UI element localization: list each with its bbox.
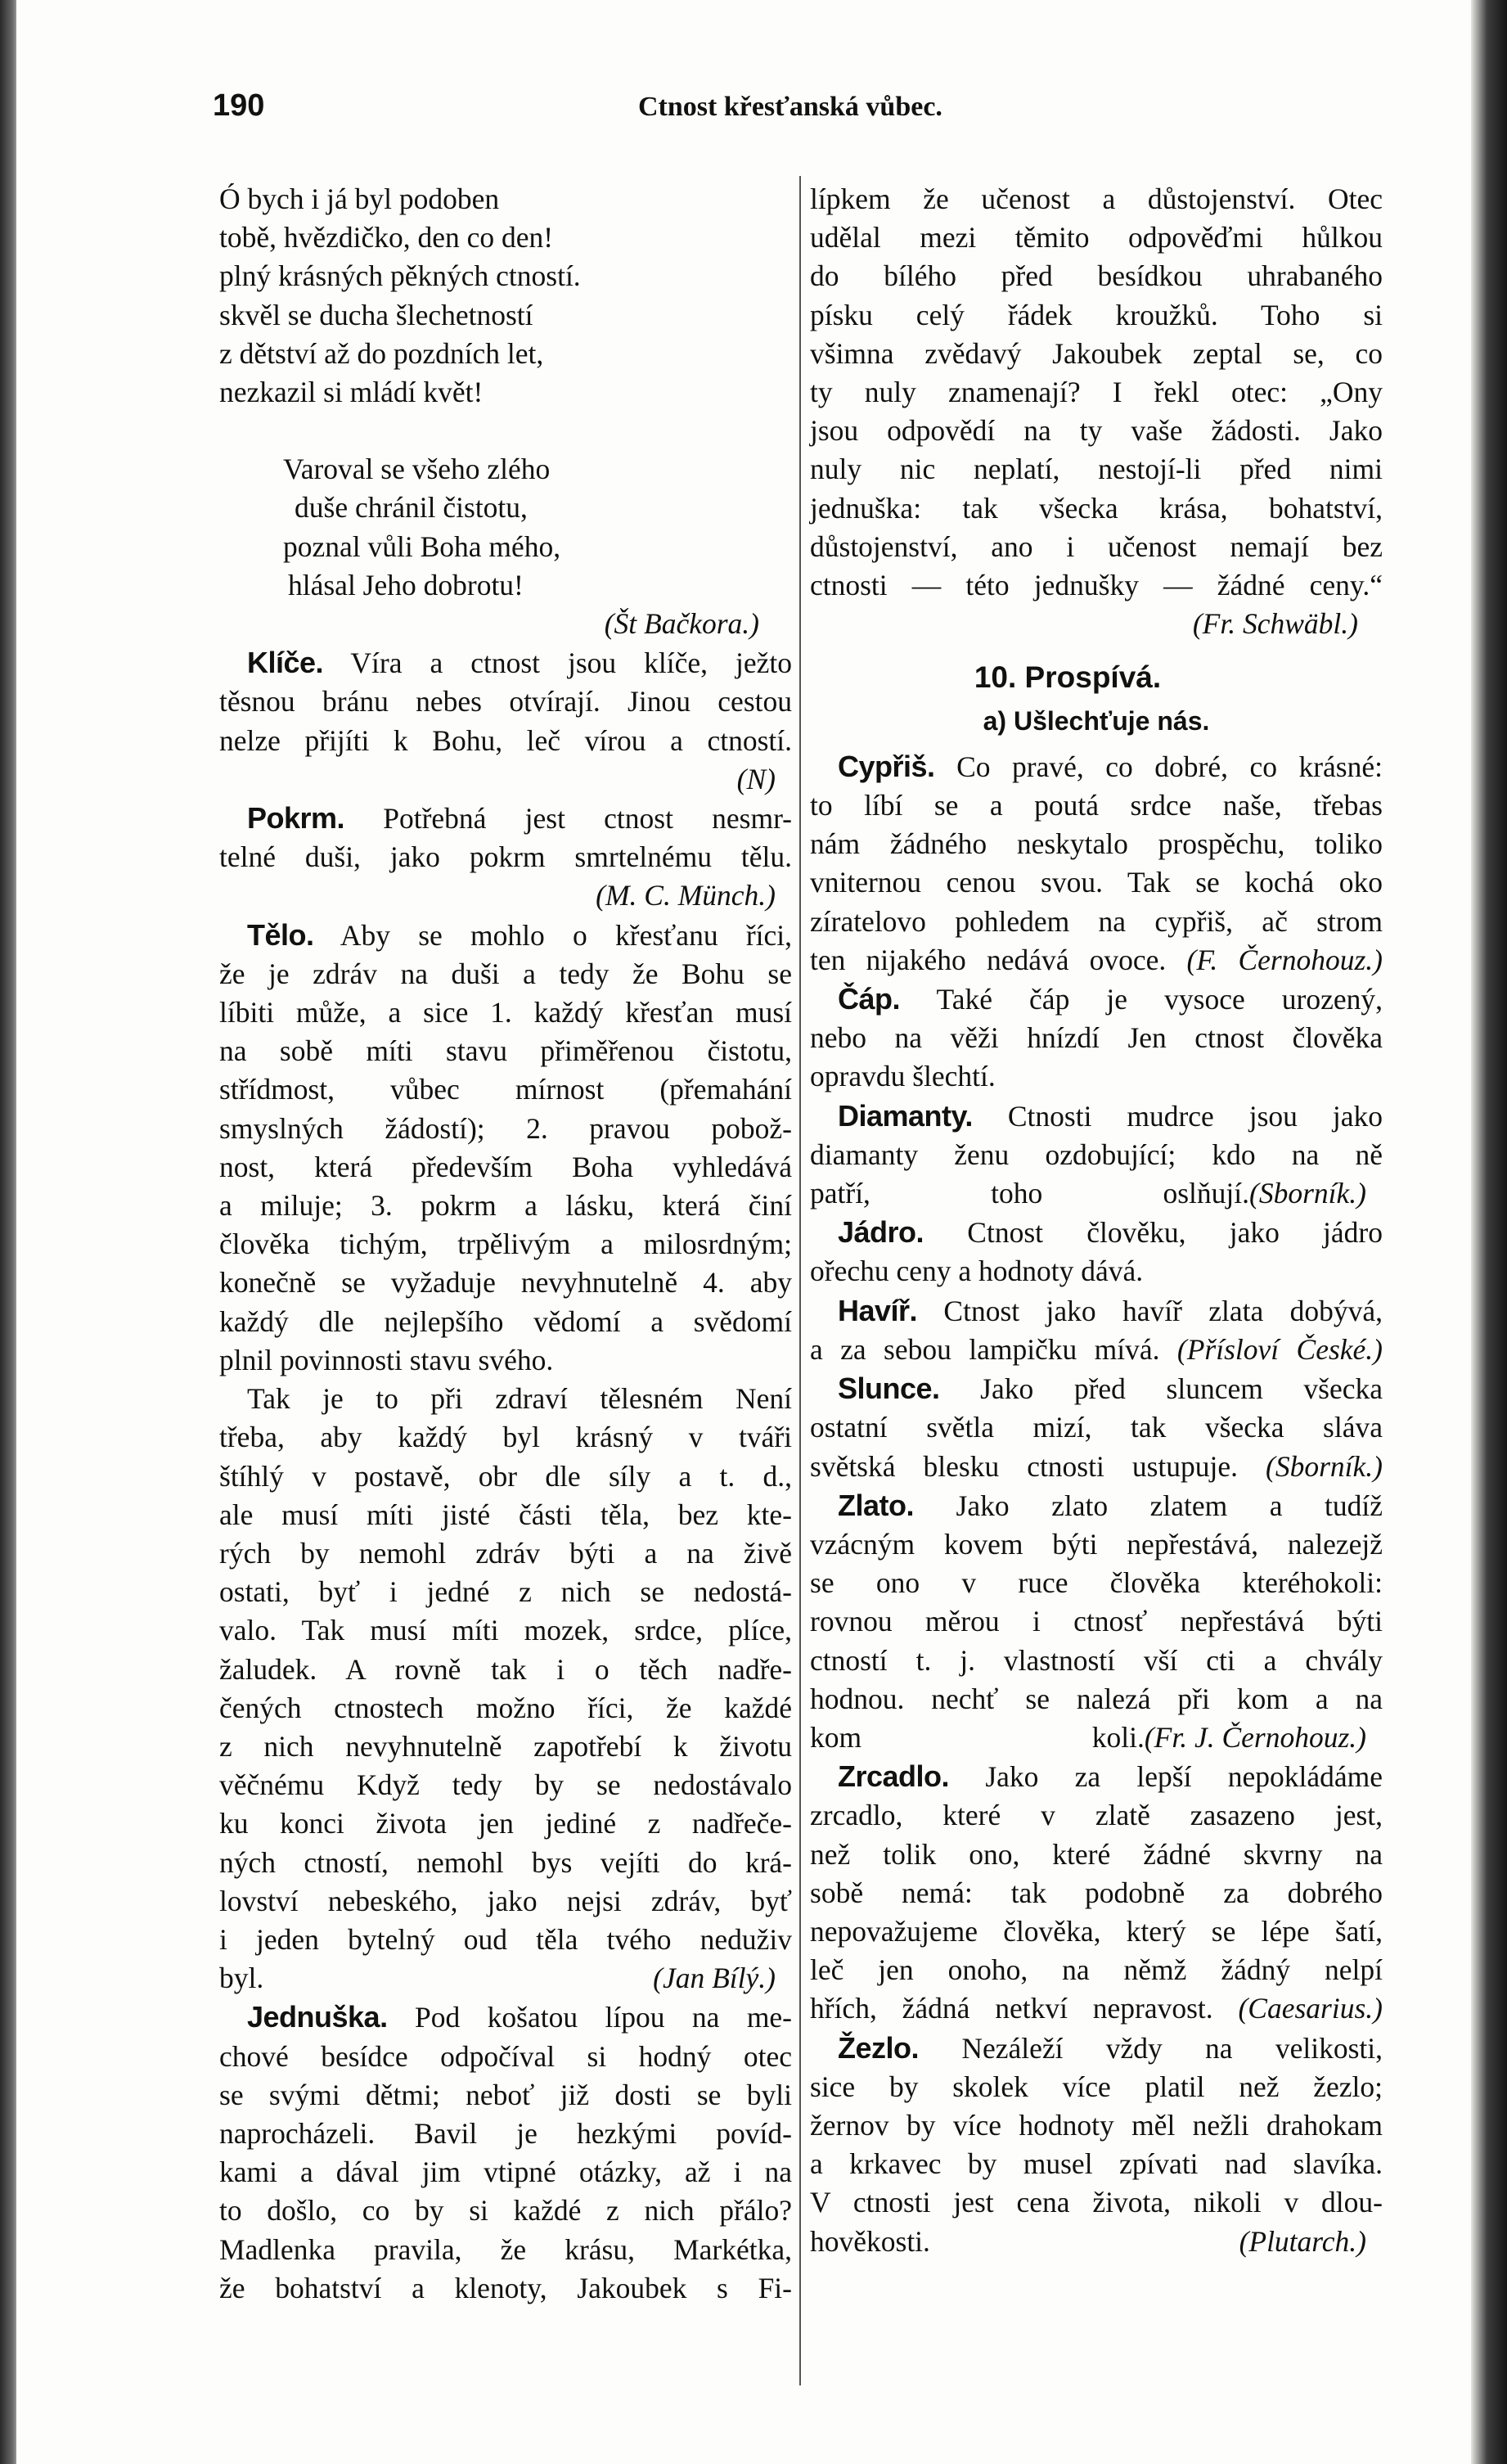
entry-text: rovnou měrou i ctnosť nepřestává býti [810, 1605, 1383, 1638]
entry-text: plnil povinnosti stavu svého. [219, 1343, 554, 1376]
entry-text: Jako zlato zlatem a tudíž [956, 1489, 1383, 1522]
entry-text: těsnou bránu nebes otvírají. Jinou cestou [219, 685, 792, 718]
section-title: 10. Prospívá. [974, 660, 1162, 695]
entry-citation: (Fr. Schwäbl.) [1192, 607, 1358, 641]
entry-telo [219, 916, 792, 1380]
paragraph-text: ostati, byť i jedné z nich se nedostá- [219, 1575, 792, 1609]
paragraph-text: nuly nic neplatí, nestojí-li před nimi [810, 453, 1383, 486]
poem-stanza-1 [219, 180, 792, 412]
entry-text: zrcadlo, které v zlatě zasazeno jest, [810, 1799, 1383, 1832]
column-divider [799, 176, 801, 2385]
entry-text: Pod košatou lípou na me- [415, 2001, 793, 2034]
entry-text: Madlenka pravila, že krásu, Markétka, [219, 2232, 792, 2266]
paragraph-text: ctnosti — této jednušky — žádné ceny.“ [810, 569, 1383, 602]
entry-keyword: Jádro. [838, 1215, 924, 1250]
entry-keyword: Klíče. [247, 646, 324, 680]
entry-pokrm [219, 799, 792, 916]
page-header [213, 88, 965, 137]
paragraph-text: jsou odpovědí na ty vaše žádosti. Jako [810, 414, 1383, 448]
entry-text: na sobě míti stavu přiměřenou čistotu, [219, 1034, 792, 1068]
entry-citation: (Caesarius.) [1238, 1992, 1383, 2025]
entry-text: ten nijakého nedává ovoce. [810, 943, 1167, 976]
entry-citation: (Fr. J. Černohouz.) [1144, 1720, 1366, 1754]
entry-text: patří, toho oslňují. [810, 1177, 1250, 1210]
entry-citation: (F. Černohouz.) [1186, 943, 1383, 976]
entry-text: že bohatství a klenoty, Jakoubek s Fi- [219, 2271, 792, 2304]
entry-keyword: Diamanty. [838, 1098, 973, 1133]
entry-text: nost, která především Boha vyhledává [219, 1150, 792, 1183]
entry-text: než tolik ono, které žádné skvrny na [810, 1837, 1383, 1871]
poem-line: poznal vůli Boha mého, [283, 529, 561, 563]
poem-line: Varoval se všeho zlého [283, 453, 551, 486]
entry-keyword: Zrcadlo. [838, 1759, 950, 1794]
entry-text: to líbí se a poutá srdce naše, třebas [810, 789, 1383, 822]
entry-text: vzácným kovem býti nepřestává, nalezejž [810, 1527, 1383, 1561]
entry-zrcadlo [810, 1757, 1383, 2028]
entry-text: se svými dětmi; neboť již dosti se byli [219, 2078, 792, 2111]
entry-text: že je zdráv na duši a tedy že Bohu se [219, 957, 792, 990]
entry-text: se ono v ruce člověka kteréhokoli: [810, 1566, 1383, 1600]
entry-diamanty [810, 1097, 1383, 1214]
left-column [219, 180, 792, 2308]
poem-line: Ó bych i já byl podoben [219, 182, 500, 215]
entry-text: diamanty ženu ozdobující; kdo na ně [810, 1137, 1383, 1171]
entry-keyword: Jednuška. [247, 2000, 388, 2034]
entry-text: chové besídce odpočíval si hodný otec [219, 2039, 792, 2073]
entry-text: Jako před sluncem všecka [980, 1372, 1383, 1406]
entry-text: hověkosti. [810, 2224, 930, 2258]
entry-jednuska [219, 1998, 792, 2308]
entry-slunce [810, 1369, 1383, 1486]
paragraph-text: písku celý řádek kroužků. Toho si [810, 298, 1383, 331]
paragraph-text: důstojenství, ano i učenost nemají bez [810, 529, 1383, 563]
entry-text: sobě nemá: tak podobně za dobrého [810, 1876, 1383, 1909]
entry-text: a miluje; 3. pokrm a lásku, která činí [219, 1189, 792, 1223]
entry-text: opravdu šlechtí. [810, 1060, 996, 1093]
entry-text: světská blesku ctnosti ustupuje. [810, 1449, 1239, 1483]
entry-klice [219, 643, 792, 799]
entry-cypris [810, 747, 1383, 980]
paragraph-text: třeba, aby každý byl krásný v tváři [219, 1421, 792, 1454]
paragraph-text: ale musí míti jisté části těla, bez kte- [219, 1498, 792, 1531]
entry-havir [810, 1291, 1383, 1369]
paragraph-text: ných ctností, nemohl bys vejíti do krá- [219, 1845, 792, 1879]
entry-text: nám žádného neskytalo prospěchu, toliko [810, 827, 1383, 861]
entry-text: Nezáleží vždy na velikosti, [961, 2031, 1383, 2065]
entry-zlato [810, 1486, 1383, 1757]
paragraph-text: Tak je to při zdraví tělesném Není [247, 1382, 792, 1416]
entry-keyword: Cypřiš. [838, 749, 935, 783]
poem-line: z dětství až do pozdních let, [219, 336, 544, 370]
entry-citation: (M. C. Münch.) [596, 879, 776, 912]
entry-text: hodnou. nechť se nalezá při kom a na [810, 1682, 1383, 1715]
entry-text: hřích, žádná netkví nepravost. [810, 1992, 1213, 2025]
poem-citation: (Št Bačkora.) [604, 607, 759, 641]
entry-text: leč jen onoho, na němž žádný nelpí [810, 1953, 1383, 1987]
paragraph-jednuska-cont [810, 180, 1383, 643]
entry-keyword: Pokrm. [247, 801, 345, 836]
entry-text: kami a dával jim vtipné otázky, až i na [219, 2155, 792, 2189]
entry-text: nelze přijíti k Bohu, leč vírou a ctností. [219, 723, 792, 757]
entry-citation: (Přísloví České.) [1176, 1332, 1383, 1366]
poem-line: plný krásných pěkných ctností. [219, 259, 581, 293]
entry-text: ostatní světla mizí, tak všecka sláva [810, 1411, 1383, 1444]
scan-right-edge [1471, 0, 1507, 2464]
paragraph-text: byl. [219, 1962, 264, 1995]
paragraph-text: udělal mezi těmito odpověďmi hůlkou [810, 221, 1383, 255]
poem-line: skvěl se ducha šlechetností [219, 298, 533, 331]
subsection-title: a) Ušlechťuje nás. [983, 705, 1210, 736]
entry-keyword: Zlato. [838, 1488, 914, 1522]
paragraph-text: ku konci života jen jediné z nadřeče- [219, 1807, 792, 1840]
poem-line: duše chránil čistotu, [295, 491, 528, 525]
running-head: Ctnost křesťanská vůbec. [638, 92, 942, 122]
entry-citation: (N) [736, 762, 776, 795]
paragraph-text: věčnému Když tedy by se nedostávalo [219, 1768, 792, 1802]
entry-text: každý dle nejlepšího vědomí a svědomí [219, 1304, 792, 1338]
entry-text: smyslných žádostí); 2. pravou pobož- [219, 1111, 792, 1145]
entry-text: Také čáp je vysoce urozený, [936, 983, 1383, 1016]
paragraph-text: do bílého před besídkou uhrabaného [810, 259, 1383, 293]
poem-line: tobě, hvězdičko, den co den! [219, 221, 554, 255]
entry-text: Aby se mohlo o křesťanu říci, [340, 918, 792, 952]
entry-text: to došlo, co by si každé z nich přálo? [219, 2194, 792, 2228]
paragraph-text: lípkem že učenost a důstojenství. Otec [810, 182, 1383, 215]
poem-line: hlásal Jeho dobrotu! [288, 568, 524, 601]
paragraph-text: valo. Tak musí míti mozek, srdce, plíce, [219, 1614, 792, 1647]
entry-keyword: Tělo. [247, 917, 314, 952]
entry-citation: (Sborník.) [1266, 1449, 1383, 1483]
entry-jadro [810, 1213, 1383, 1291]
entry-text: zíratelovo pohledem na cypřiš, ač strom [810, 904, 1383, 938]
entry-text: Ctnost jako havíř zlata dobývá, [943, 1294, 1383, 1327]
poem-line: nezkazil si mládí květ! [219, 376, 484, 409]
paragraph-tak [219, 1380, 792, 1998]
paragraph-text: rých by nemohl zdráv býti a na živě [219, 1536, 792, 1570]
entry-text: vniternou cenou svou. Tak se kochá oko [810, 866, 1383, 899]
entry-text: Jako za lepší nepokládáme [985, 1760, 1383, 1794]
entry-text: Potřebná jest ctnost nesmr- [383, 802, 793, 836]
right-column [810, 180, 1383, 2261]
entry-citation: (Jan Bílý.) [653, 1962, 776, 1995]
entry-cap [810, 980, 1383, 1097]
entry-text: člověka tichým, trpělivým a milosrdným; [219, 1227, 792, 1261]
entry-zezlo [810, 2029, 1383, 2261]
paragraph-text: i jeden bytelný oud těla tvého neduživ [219, 1922, 792, 1956]
entry-keyword: Žezlo. [838, 2030, 920, 2065]
entry-text: telné duši, jako pokrm smrtelnému tělu. [219, 840, 792, 874]
entry-text: a za sebou lampičku mívá. [810, 1332, 1160, 1366]
paragraph-text: z nich nevyhnutelně zapotřebí k životu [219, 1729, 792, 1763]
entry-text: střídmost, vůbec mírnost (přemahání [219, 1073, 792, 1106]
page-number: 190 [213, 88, 265, 123]
paragraph-text: čených ctnostech možno říci, že každé [219, 1691, 792, 1724]
paragraph-text: lovství nebeského, jako nejsi zdráv, byť [219, 1884, 792, 1917]
paragraph-text: žaludek. A rovně tak i o těch nadře- [219, 1652, 792, 1686]
entry-text: Ctnost člověku, jako jádro [967, 1216, 1383, 1250]
entry-text: Ctnosti mudrce jsou jako [1007, 1099, 1383, 1133]
poem-stanza-2 [219, 450, 792, 605]
entry-keyword: Čáp. [838, 982, 901, 1016]
entry-citation: (Sborník.) [1249, 1177, 1366, 1210]
entry-text: nebo na věži hnízdí Jen ctnost člověka [810, 1021, 1383, 1055]
entry-text: líbiti může, a sice 1. každý křesťan musí [219, 996, 792, 1029]
entry-keyword: Havíř. [838, 1293, 918, 1327]
entry-text: ctností t. j. vlastností vší cti a chvály [810, 1643, 1383, 1677]
entry-text: nepovažujeme člověka, který se lépe šatí, [810, 1914, 1383, 1948]
entry-text: a krkavec by musel zpívati nad slavíka. [810, 2147, 1383, 2181]
paragraph-text: jednuška: tak všecka krása, bohatství, [810, 491, 1383, 525]
entry-text: konečně se vyžaduje nevyhnutelně 4. aby [219, 1266, 792, 1300]
entry-text: kom koli. [810, 1720, 1145, 1754]
entry-text: žernov by více hodnoty měl nežli drahokam [810, 2108, 1383, 2142]
entry-text: ořechu ceny a hodnoty dává. [810, 1255, 1144, 1288]
paragraph-text: všimna zvědavý Jakoubek zeptal se, co [810, 336, 1383, 370]
entry-text: sice by skolek více platil než žezlo; [810, 2070, 1383, 2103]
entry-citation: (Plutarch.) [1239, 2224, 1366, 2258]
paragraph-text: ty nuly znamenají? I řekl otec: „Ony [810, 376, 1383, 409]
entry-text: Víra a ctnost jsou klíče, ježto [350, 646, 793, 680]
entry-text: naprocházeli. Bavil je hezkými povíd- [219, 2116, 792, 2150]
entry-keyword: Slunce. [838, 1372, 940, 1406]
entry-text: V ctnosti jest cena života, nikoli v dlou- [810, 2186, 1383, 2219]
paragraph-text: štíhlý v postavě, obr dle síly a t. d., [219, 1459, 792, 1493]
entry-text: Co pravé, co dobré, co krásné: [956, 750, 1383, 783]
